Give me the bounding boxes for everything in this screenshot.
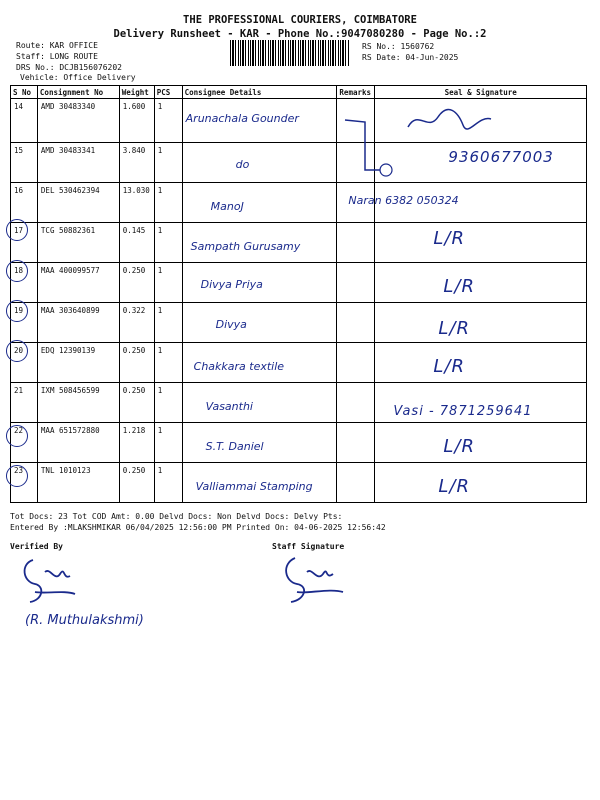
row-consignee-cell xyxy=(182,223,337,263)
row-sno: 15 xyxy=(11,143,38,183)
row-pcs: 1 xyxy=(154,383,182,423)
row-sno: 19 xyxy=(11,303,38,343)
row-remarks xyxy=(337,263,375,303)
row-consignee-cell xyxy=(182,263,337,303)
col-pcs: PCS xyxy=(154,86,182,99)
route-info: Route: KAR OFFICE xyxy=(16,41,98,50)
row-consignee-cell xyxy=(182,423,337,463)
row-consignment: EDQ 12390139 xyxy=(37,343,119,383)
row-remarks xyxy=(337,463,375,503)
ditto-bracket-mark xyxy=(340,110,400,180)
row-sno: 18 xyxy=(11,263,38,303)
row-weight: 0.250 xyxy=(119,343,154,383)
row-pcs: 1 xyxy=(154,343,182,383)
row-pcs: 1 xyxy=(154,223,182,263)
col-consignment: Consignment No xyxy=(37,86,119,99)
verifier-signature xyxy=(15,552,85,607)
row-consignee-cell xyxy=(182,383,337,423)
barcode xyxy=(230,40,350,66)
rs-number: RS No.: 1560762 xyxy=(362,42,435,51)
row-sno: 20 xyxy=(11,343,38,383)
row-sno: 23 xyxy=(11,463,38,503)
row-remarks xyxy=(337,423,375,463)
staff-signature xyxy=(275,552,355,607)
row-sno: 22 xyxy=(11,423,38,463)
row-pcs: 1 xyxy=(154,99,182,143)
staff-signature-label: Staff Signature xyxy=(272,542,345,551)
row-consignment: AMD 30483340 xyxy=(37,99,119,143)
row-weight: 0.250 xyxy=(119,383,154,423)
row-seal xyxy=(375,99,587,143)
row-consignee-cell xyxy=(182,99,337,143)
page-title: THE PROFESSIONAL COURIERS, COIMBATORE xyxy=(183,14,417,26)
row-pcs: 1 xyxy=(154,303,182,343)
table-row xyxy=(11,423,587,463)
row-consignment: AMD 30483341 xyxy=(37,143,119,183)
row-seal: L/R xyxy=(433,356,466,377)
row-consignee-cell xyxy=(182,303,337,343)
row-seal-cell xyxy=(348,183,587,223)
table-row xyxy=(11,303,587,343)
row-seal-cell xyxy=(375,263,587,303)
row-consignee: Sampath Gurusamy xyxy=(190,240,301,253)
row-consignment: MAA 303640899 xyxy=(37,303,119,343)
row-consignee-cell xyxy=(182,463,337,503)
table-row xyxy=(11,183,587,223)
row-seal: Vasi - 7871259641 xyxy=(393,404,533,419)
row-weight: 3.840 xyxy=(119,143,154,183)
row-sno: 17 xyxy=(11,223,38,263)
sno-circle xyxy=(6,425,28,447)
row-seal-cell xyxy=(375,303,587,343)
table-header-row xyxy=(11,86,587,99)
row-remarks xyxy=(337,343,375,383)
rs-date: RS Date: 04-Jun-2025 xyxy=(362,53,459,62)
row-consignee: do xyxy=(235,158,250,171)
row-seal-cell xyxy=(375,143,587,183)
row-consignee: Valliammai Stamping xyxy=(195,480,313,493)
row-remarks xyxy=(337,223,375,263)
row-seal-cell xyxy=(375,383,587,423)
row-seal-cell xyxy=(375,463,587,503)
row-seal: 9360677003 xyxy=(448,148,554,166)
sno-circle xyxy=(6,260,28,282)
row-sno: 16 xyxy=(11,183,38,223)
row-consignee: S.T. Daniel xyxy=(205,440,264,453)
row-consignee: Divya Priya xyxy=(200,278,263,291)
row-consignee: ManoJ xyxy=(210,200,244,213)
row-consignee: Arunachala Gounder xyxy=(185,112,299,125)
row-seal-cell xyxy=(375,223,587,263)
row-pcs: 1 xyxy=(154,463,182,503)
row-consignee: Chakkara textile xyxy=(193,360,285,373)
row-remarks xyxy=(337,383,375,423)
row-seal: L/R xyxy=(438,476,471,497)
totals-line: Tot Docs: 23 Tot COD Amt: 0.00 Delvd Docs: Non Delvd Docs: Delvy Pts: xyxy=(10,512,343,521)
col-remarks: Remarks xyxy=(337,86,375,99)
verified-by-label: Verified By xyxy=(10,542,63,551)
verifier-name: (R. Muthulakshmi) xyxy=(25,613,144,628)
row-weight: 13.030 xyxy=(119,183,154,223)
row-consignee-cell xyxy=(182,143,337,183)
row-seal: L/R xyxy=(443,436,476,457)
sno-circle xyxy=(6,465,28,487)
vehicle-info: Vehicle: Office Delivery xyxy=(20,73,136,82)
row-pcs: 1 xyxy=(154,263,182,303)
row-sno: 14 xyxy=(11,99,38,143)
row-pcs: 1 xyxy=(154,423,182,463)
row-consignment: TCG 50882361 xyxy=(37,223,119,263)
table-row xyxy=(11,383,587,423)
col-sno: S No xyxy=(11,86,38,99)
runsheet-table xyxy=(10,85,587,503)
table-row xyxy=(11,143,587,183)
row-weight: 0.322 xyxy=(119,303,154,343)
table-row xyxy=(11,263,587,303)
row-seal: L/R xyxy=(438,318,471,339)
row-seal: Naran 6382 050324 xyxy=(348,194,459,207)
row-consignee-cell xyxy=(182,183,337,223)
entered-by-line: Entered By :MLAKSHMIKAR 06/04/2025 12:56:00 PM Printed On: 04-06-2025 12:56:42 xyxy=(10,523,386,532)
table-row xyxy=(11,99,587,143)
page-subtitle: Delivery Runsheet - KAR - Phone No.:9047080280 - Page No.:2 xyxy=(113,28,487,40)
row-weight: 1.600 xyxy=(119,99,154,143)
row-weight: 1.218 xyxy=(119,423,154,463)
row-consignment: DEL 530462394 xyxy=(37,183,119,223)
table-row xyxy=(11,463,587,503)
table-row xyxy=(11,343,587,383)
row-seal: L/R xyxy=(433,228,466,249)
drs-info: DRS No.: DCJB156076202 xyxy=(16,63,122,72)
row-sno: 21 xyxy=(11,383,38,423)
row-seal: L/R xyxy=(443,276,476,297)
row-seal-cell xyxy=(375,343,587,383)
row-pcs: 1 xyxy=(154,183,182,223)
row-pcs: 1 xyxy=(154,143,182,183)
staff-info: Staff: LONG ROUTE xyxy=(16,52,98,61)
col-seal: Seal & Signature xyxy=(375,86,587,99)
table-row xyxy=(11,223,587,263)
row-consignee-cell xyxy=(182,343,337,383)
row-consignment: IXM 508456599 xyxy=(37,383,119,423)
row-consignee: Divya xyxy=(215,318,247,331)
row-consignment: MAA 651572880 xyxy=(37,423,119,463)
row-remarks xyxy=(337,303,375,343)
col-consignee: Consignee Details xyxy=(182,86,337,99)
row-consignment: MAA 400099577 xyxy=(37,263,119,303)
row-weight: 0.250 xyxy=(119,263,154,303)
row-weight: 0.250 xyxy=(119,463,154,503)
sno-circle xyxy=(6,300,28,322)
row-seal-cell xyxy=(375,423,587,463)
sno-circle xyxy=(6,219,28,241)
row-consignee: Vasanthi xyxy=(205,400,253,413)
signature-scribble xyxy=(403,107,493,137)
row-weight: 0.145 xyxy=(119,223,154,263)
row-consignment: TNL 1010123 xyxy=(37,463,119,503)
sno-circle xyxy=(6,340,28,362)
col-weight: Weight xyxy=(119,86,154,99)
